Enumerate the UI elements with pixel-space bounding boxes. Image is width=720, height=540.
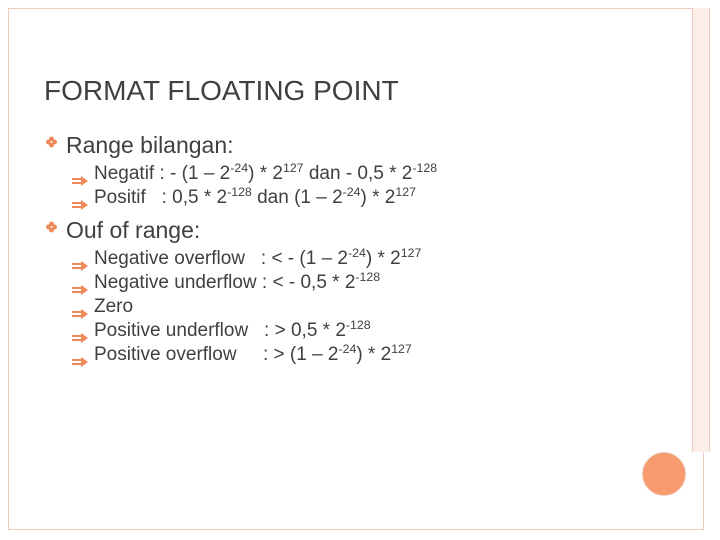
exponent: 127: [282, 161, 304, 176]
exponent: 127: [400, 246, 422, 261]
exponent: -128: [412, 161, 438, 176]
item-separator: :: [245, 248, 272, 269]
formula-text: dan (1 – 2: [251, 187, 343, 208]
exponent: 127: [391, 342, 412, 357]
sub-bullet-zero: [44, 295, 644, 319]
sub-bullet-positif: [44, 186, 644, 210]
exponent: -24: [342, 185, 361, 200]
item-label: Zero: [94, 296, 134, 317]
bullet-range-bilangan: [44, 130, 644, 160]
formula-text: > (1 – 2: [273, 344, 339, 365]
arrow-icon: [72, 350, 88, 360]
sub-bullet-negatif: [44, 162, 644, 186]
arrow-icon: [72, 278, 88, 288]
formula-text: < - (1 – 2: [271, 248, 349, 269]
formula-text: ) * 2: [365, 248, 401, 269]
formula-text: ) * 2: [356, 344, 392, 365]
formula-text: > 0,5 * 2: [274, 320, 346, 341]
exponent: 127: [395, 185, 416, 200]
decorative-stripe: [692, 8, 710, 452]
exponent: -24: [338, 342, 357, 357]
exponent: -128: [345, 318, 371, 333]
bullet-heading: Range bilangan:: [66, 132, 234, 158]
item-separator: :: [256, 272, 273, 293]
item-separator: :: [154, 163, 171, 184]
arrow-icon: [72, 193, 88, 203]
arrow-icon: [72, 254, 88, 264]
arrow-icon: [72, 169, 88, 179]
item-label: Positive underflow: [94, 320, 249, 341]
exponent: -24: [348, 246, 366, 261]
item-label: Positive overflow: [94, 344, 237, 365]
bullet-out-of-range: [44, 215, 644, 245]
formula-text: dan - 0,5 * 2: [303, 163, 413, 184]
exponent: -128: [355, 270, 381, 285]
item-separator: :: [236, 344, 274, 365]
formula-text: ) * 2: [360, 187, 396, 208]
sub-bullet-positive-overflow: [44, 343, 644, 367]
item-label: Negative overflow: [94, 248, 246, 269]
item-label: Positif: [94, 187, 146, 208]
formula-text: - (1 – 2: [170, 163, 231, 184]
exponent: -24: [230, 161, 249, 176]
slide-content: [44, 130, 644, 367]
clover-icon: [46, 136, 57, 148]
item-separator: :: [145, 187, 173, 208]
clover-icon: [46, 221, 57, 233]
sub-bullet-negative-underflow: [44, 271, 644, 295]
sub-bullet-negative-overflow: [44, 247, 644, 271]
item-label: Negatif: [94, 163, 155, 184]
slide-title: FORMAT FLOATING POINT: [44, 75, 399, 106]
item-label: Negative underflow: [94, 272, 257, 293]
sub-bullet-positive-underflow: [44, 319, 644, 343]
decorative-circle: [642, 452, 686, 496]
arrow-icon: [72, 326, 88, 336]
bullet-heading: Ouf of range:: [66, 217, 201, 243]
exponent: -128: [227, 185, 252, 200]
item-separator: :: [248, 320, 275, 341]
arrow-icon: [72, 302, 88, 312]
formula-text: < - 0,5 * 2: [272, 272, 356, 293]
formula-text: 0,5 * 2: [172, 187, 228, 208]
formula-text: ) * 2: [248, 163, 283, 184]
